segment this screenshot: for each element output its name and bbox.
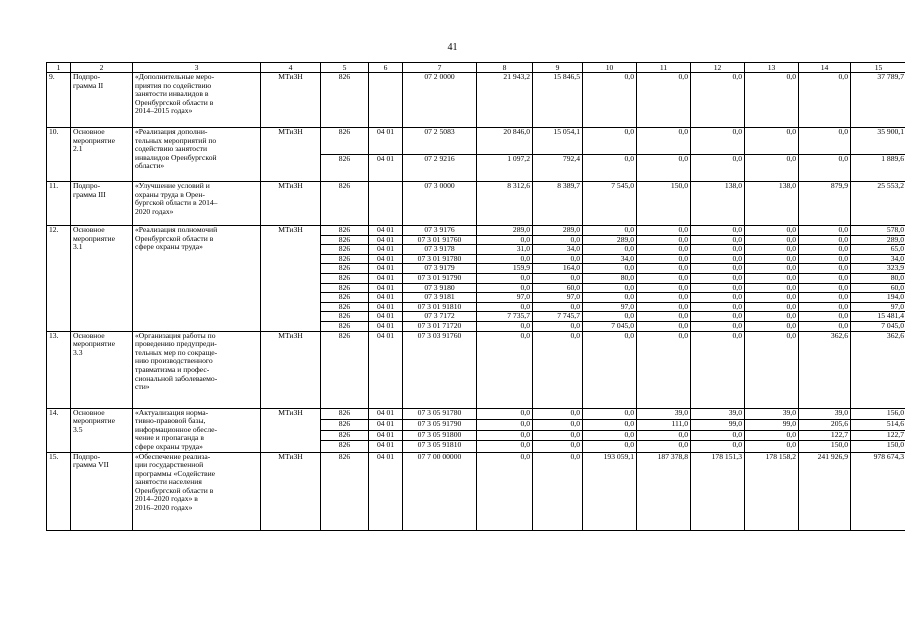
value-cell: 150,0 bbox=[851, 441, 905, 452]
value-cell: 0,0 bbox=[533, 441, 583, 452]
value-cell: 0,0 bbox=[583, 441, 637, 452]
value-cell: 0,0 bbox=[533, 235, 583, 245]
value-cell: 07 2 9216 bbox=[403, 155, 477, 182]
value-cell: 0,0 bbox=[691, 73, 745, 128]
value-cell: 0,0 bbox=[691, 331, 745, 408]
value-cell: 1 097,2 bbox=[477, 155, 533, 182]
value-cell: 07 3 9178 bbox=[403, 245, 477, 255]
table-row bbox=[47, 226, 905, 236]
value-cell: 1 889,6 bbox=[851, 155, 905, 182]
value-cell: 0,0 bbox=[637, 155, 691, 182]
value-cell: 0,0 bbox=[637, 302, 691, 312]
value-cell: 07 3 05 91790 bbox=[403, 419, 477, 430]
row-number: 13. bbox=[47, 331, 71, 408]
row-description: «Улучшение условий и охраны труда в Орен- бургской области в 2014– 2020 годах» bbox=[133, 182, 261, 226]
row-number: 15. bbox=[47, 452, 71, 530]
value-cell: 04 01 bbox=[369, 235, 403, 245]
header-cell: 10 bbox=[583, 63, 637, 73]
value-cell: 150,0 bbox=[637, 182, 691, 226]
value-cell: 0,0 bbox=[637, 128, 691, 155]
value-cell: 07 2 0000 bbox=[403, 73, 477, 128]
value-cell: 07 3 01 91790 bbox=[403, 273, 477, 283]
table-row bbox=[47, 73, 905, 128]
value-cell: 826 bbox=[321, 452, 369, 530]
value-cell: 04 01 bbox=[369, 155, 403, 182]
value-cell: 04 01 bbox=[369, 302, 403, 312]
header-cell: 9 bbox=[533, 63, 583, 73]
value-cell: 0,0 bbox=[533, 302, 583, 312]
value-cell: 826 bbox=[321, 273, 369, 283]
value-cell: 0,0 bbox=[745, 254, 799, 264]
row-executor: МТиЗН bbox=[261, 226, 321, 332]
value-cell: 178 151,3 bbox=[691, 452, 745, 530]
value-cell: 04 01 bbox=[369, 245, 403, 255]
value-cell: 0,0 bbox=[799, 312, 851, 322]
value-cell: 159,9 bbox=[477, 264, 533, 274]
value-cell: 138,0 bbox=[745, 182, 799, 226]
value-cell: 0,0 bbox=[691, 312, 745, 322]
value-cell: 0,0 bbox=[799, 264, 851, 274]
value-cell: 514,6 bbox=[851, 419, 905, 430]
value-cell: 323,9 bbox=[851, 264, 905, 274]
value-cell: 0,0 bbox=[799, 283, 851, 293]
value-cell: 0,0 bbox=[583, 226, 637, 236]
value-cell: 578,0 bbox=[851, 226, 905, 236]
value-cell: 37 789,7 bbox=[851, 73, 905, 128]
value-cell: 0,0 bbox=[533, 254, 583, 264]
value-cell: 0,0 bbox=[477, 302, 533, 312]
value-cell: 0,0 bbox=[583, 430, 637, 441]
header-cell: 3 bbox=[133, 63, 261, 73]
value-cell: 0,0 bbox=[637, 441, 691, 452]
value-cell: 0,0 bbox=[799, 128, 851, 155]
value-cell: 97,0 bbox=[583, 302, 637, 312]
value-cell: 0,0 bbox=[799, 245, 851, 255]
value-cell: 826 bbox=[321, 226, 369, 236]
value-cell: 34,0 bbox=[533, 245, 583, 255]
value-cell: 0,0 bbox=[583, 264, 637, 274]
value-cell: 0,0 bbox=[477, 273, 533, 283]
value-cell: 07 3 9181 bbox=[403, 293, 477, 303]
value-cell: 7 545,0 bbox=[583, 182, 637, 226]
table-row bbox=[47, 408, 905, 419]
header-cell: 5 bbox=[321, 63, 369, 73]
value-cell: 0,0 bbox=[745, 302, 799, 312]
value-cell: 7 745,7 bbox=[533, 312, 583, 322]
value-cell: 826 bbox=[321, 430, 369, 441]
value-cell: 04 01 bbox=[369, 408, 403, 419]
value-cell: 07 2 5083 bbox=[403, 128, 477, 155]
value-cell: 0,0 bbox=[533, 321, 583, 331]
value-cell: 04 01 bbox=[369, 312, 403, 322]
value-cell: 0,0 bbox=[637, 293, 691, 303]
value-cell: 0,0 bbox=[583, 419, 637, 430]
row-type: Основное мероприятие 2.1 bbox=[71, 128, 133, 182]
value-cell: 150,0 bbox=[799, 441, 851, 452]
value-cell: 07 3 0000 bbox=[403, 182, 477, 226]
value-cell: 80,0 bbox=[851, 273, 905, 283]
row-executor: МТиЗН bbox=[261, 331, 321, 408]
row-executor: МТиЗН bbox=[261, 452, 321, 530]
value-cell: 0,0 bbox=[799, 73, 851, 128]
header-cell: 11 bbox=[637, 63, 691, 73]
value-cell: 164,0 bbox=[533, 264, 583, 274]
value-cell: 0,0 bbox=[745, 312, 799, 322]
header-cell: 13 bbox=[745, 63, 799, 73]
value-cell: 0,0 bbox=[799, 226, 851, 236]
value-cell: 826 bbox=[321, 245, 369, 255]
value-cell: 0,0 bbox=[583, 312, 637, 322]
value-cell: 122,7 bbox=[851, 430, 905, 441]
value-cell: 111,0 bbox=[637, 419, 691, 430]
value-cell: 97,0 bbox=[477, 293, 533, 303]
value-cell: 0,0 bbox=[637, 321, 691, 331]
value-cell: 194,0 bbox=[851, 293, 905, 303]
value-cell: 0,0 bbox=[745, 155, 799, 182]
value-cell: 178 158,2 bbox=[745, 452, 799, 530]
value-cell: 0,0 bbox=[637, 254, 691, 264]
header-cell: 7 bbox=[403, 63, 477, 73]
value-cell: 07 3 01 91760 bbox=[403, 235, 477, 245]
header-cell: 8 bbox=[477, 63, 533, 73]
value-cell: 289,0 bbox=[477, 226, 533, 236]
row-number: 9. bbox=[47, 73, 71, 128]
value-cell: 0,0 bbox=[745, 430, 799, 441]
row-number: 10. bbox=[47, 128, 71, 182]
value-cell: 07 3 01 71720 bbox=[403, 321, 477, 331]
value-cell: 39,0 bbox=[745, 408, 799, 419]
value-cell: 826 bbox=[321, 441, 369, 452]
value-cell: 04 01 bbox=[369, 273, 403, 283]
value-cell: 0,0 bbox=[637, 430, 691, 441]
value-cell: 205,6 bbox=[799, 419, 851, 430]
value-cell: 0,0 bbox=[691, 235, 745, 245]
value-cell: 826 bbox=[321, 128, 369, 155]
value-cell: 99,0 bbox=[691, 419, 745, 430]
value-cell: 25 553,2 bbox=[851, 182, 905, 226]
row-type: Основное мероприятие 3.1 bbox=[71, 226, 133, 332]
value-cell: 0,0 bbox=[533, 430, 583, 441]
value-cell: 04 01 bbox=[369, 293, 403, 303]
value-cell: 0,0 bbox=[691, 441, 745, 452]
value-cell: 07 3 05 91810 bbox=[403, 441, 477, 452]
row-type: Подпро- грамма III bbox=[71, 182, 133, 226]
row-type: Основное мероприятие 3.5 bbox=[71, 408, 133, 452]
value-cell: 0,0 bbox=[691, 321, 745, 331]
value-cell: 0,0 bbox=[637, 283, 691, 293]
value-cell: 0,0 bbox=[477, 321, 533, 331]
value-cell: 07 3 7172 bbox=[403, 312, 477, 322]
row-type: Подпро- грамма VII bbox=[71, 452, 133, 530]
value-cell: 39,0 bbox=[691, 408, 745, 419]
value-cell: 7 045,0 bbox=[583, 321, 637, 331]
value-cell: 0,0 bbox=[745, 273, 799, 283]
value-cell: 289,0 bbox=[851, 235, 905, 245]
value-cell: 80,0 bbox=[583, 273, 637, 283]
header-cell: 4 bbox=[261, 63, 321, 73]
value-cell: 0,0 bbox=[745, 235, 799, 245]
value-cell: 826 bbox=[321, 155, 369, 182]
value-cell: 826 bbox=[321, 254, 369, 264]
value-cell: 39,0 bbox=[637, 408, 691, 419]
value-cell: 826 bbox=[321, 302, 369, 312]
value-cell: 60,0 bbox=[533, 283, 583, 293]
value-cell: 826 bbox=[321, 331, 369, 408]
value-cell: 0,0 bbox=[745, 73, 799, 128]
value-cell: 07 3 9179 bbox=[403, 264, 477, 274]
value-cell: 31,0 bbox=[477, 245, 533, 255]
value-cell: 879,9 bbox=[799, 182, 851, 226]
value-cell: 0,0 bbox=[745, 441, 799, 452]
value-cell: 0,0 bbox=[799, 235, 851, 245]
value-cell: 0,0 bbox=[745, 245, 799, 255]
value-cell: 07 3 01 91780 bbox=[403, 254, 477, 264]
value-cell: 0,0 bbox=[477, 331, 533, 408]
value-cell: 826 bbox=[321, 312, 369, 322]
value-cell: 34,0 bbox=[851, 254, 905, 264]
value-cell: 04 01 bbox=[369, 283, 403, 293]
value-cell: 0,0 bbox=[583, 245, 637, 255]
value-cell: 0,0 bbox=[691, 273, 745, 283]
value-cell: 826 bbox=[321, 264, 369, 274]
value-cell: 0,0 bbox=[583, 408, 637, 419]
value-cell: 21 943,2 bbox=[477, 73, 533, 128]
value-cell: 8 312,6 bbox=[477, 182, 533, 226]
value-cell: 156,0 bbox=[851, 408, 905, 419]
header-cell: 6 bbox=[369, 63, 403, 73]
row-description: «Обеспечение реализа- ции государственной программы «Содействие занятости населения Оренбургской области в 2014–2020 годах» в 2016–2020 годах» bbox=[133, 452, 261, 530]
value-cell: 04 01 bbox=[369, 419, 403, 430]
value-cell: 0,0 bbox=[799, 155, 851, 182]
value-cell: 0,0 bbox=[745, 264, 799, 274]
value-cell: 0,0 bbox=[477, 419, 533, 430]
table-row bbox=[47, 452, 905, 530]
value-cell: 04 01 bbox=[369, 441, 403, 452]
row-number: 11. bbox=[47, 182, 71, 226]
value-cell: 0,0 bbox=[583, 293, 637, 303]
value-cell: 07 3 03 91760 bbox=[403, 331, 477, 408]
value-cell: 0,0 bbox=[691, 293, 745, 303]
row-description: «Организация работы по проведению предупреди- тельных мер по сокраще- нию производственного травматизма и профес- сиональной заболеваемо- сти» bbox=[133, 331, 261, 408]
value-cell: 826 bbox=[321, 321, 369, 331]
header-row bbox=[47, 63, 905, 73]
value-cell: 0,0 bbox=[799, 273, 851, 283]
row-executor: МТиЗН bbox=[261, 73, 321, 128]
value-cell: 0,0 bbox=[637, 331, 691, 408]
value-cell: 0,0 bbox=[477, 452, 533, 530]
value-cell: 0,0 bbox=[477, 430, 533, 441]
value-cell: 0,0 bbox=[745, 321, 799, 331]
value-cell: 07 3 05 91780 bbox=[403, 408, 477, 419]
value-cell: 0,0 bbox=[637, 235, 691, 245]
value-cell: 0,0 bbox=[533, 331, 583, 408]
row-number: 12. bbox=[47, 226, 71, 332]
value-cell: 0,0 bbox=[583, 73, 637, 128]
value-cell: 07 3 9176 bbox=[403, 226, 477, 236]
value-cell: 0,0 bbox=[691, 302, 745, 312]
value-cell: 65,0 bbox=[851, 245, 905, 255]
value-cell: 0,0 bbox=[477, 235, 533, 245]
value-cell: 0,0 bbox=[745, 283, 799, 293]
value-cell: 0,0 bbox=[583, 128, 637, 155]
value-cell: 0,0 bbox=[745, 293, 799, 303]
value-cell: 826 bbox=[321, 283, 369, 293]
value-cell: 0,0 bbox=[583, 155, 637, 182]
value-cell: 34,0 bbox=[583, 254, 637, 264]
row-description: «Дополнительные меро- приятия по содействию занятости инвалидов в Оренбургской области в 2014–2015 годах» bbox=[133, 73, 261, 128]
value-cell: 07 7 00 00000 bbox=[403, 452, 477, 530]
value-cell: 97,0 bbox=[851, 302, 905, 312]
value-cell: 8 389,7 bbox=[533, 182, 583, 226]
value-cell: 0,0 bbox=[583, 283, 637, 293]
value-cell: 07 3 01 91810 bbox=[403, 302, 477, 312]
value-cell bbox=[369, 73, 403, 128]
value-cell: 39,0 bbox=[799, 408, 851, 419]
value-cell: 0,0 bbox=[799, 302, 851, 312]
value-cell: 0,0 bbox=[533, 273, 583, 283]
value-cell: 0,0 bbox=[799, 293, 851, 303]
value-cell: 187 378,8 bbox=[637, 452, 691, 530]
value-cell: 0,0 bbox=[691, 264, 745, 274]
value-cell: 7 735,7 bbox=[477, 312, 533, 322]
value-cell: 193 059,1 bbox=[583, 452, 637, 530]
value-cell: 0,0 bbox=[799, 321, 851, 331]
value-cell: 826 bbox=[321, 235, 369, 245]
value-cell: 60,0 bbox=[851, 283, 905, 293]
row-executor: МТиЗН bbox=[261, 408, 321, 452]
row-description: «Реализация полномочий Оренбургской области в сфере охраны труда» bbox=[133, 226, 261, 332]
value-cell: 0,0 bbox=[691, 155, 745, 182]
value-cell: 0,0 bbox=[533, 419, 583, 430]
value-cell: 04 01 bbox=[369, 452, 403, 530]
value-cell: 0,0 bbox=[477, 283, 533, 293]
row-executor: МТиЗН bbox=[261, 128, 321, 182]
value-cell: 826 bbox=[321, 293, 369, 303]
value-cell: 04 01 bbox=[369, 321, 403, 331]
value-cell: 04 01 bbox=[369, 254, 403, 264]
value-cell: 0,0 bbox=[637, 73, 691, 128]
value-cell: 0,0 bbox=[691, 283, 745, 293]
value-cell: 0,0 bbox=[637, 245, 691, 255]
value-cell: 7 045,0 bbox=[851, 321, 905, 331]
value-cell: 04 01 bbox=[369, 226, 403, 236]
budget-table bbox=[46, 62, 905, 531]
value-cell: 15 846,5 bbox=[533, 73, 583, 128]
value-cell: 0,0 bbox=[533, 452, 583, 530]
header-cell: 14 bbox=[799, 63, 851, 73]
value-cell: 826 bbox=[321, 73, 369, 128]
value-cell: 04 01 bbox=[369, 331, 403, 408]
value-cell: 0,0 bbox=[745, 331, 799, 408]
value-cell: 241 926,9 bbox=[799, 452, 851, 530]
header-cell: 12 bbox=[691, 63, 745, 73]
value-cell: 07 3 9180 bbox=[403, 283, 477, 293]
value-cell: 0,0 bbox=[637, 273, 691, 283]
value-cell: 826 bbox=[321, 419, 369, 430]
value-cell: 978 674,3 bbox=[851, 452, 905, 530]
value-cell: 04 01 bbox=[369, 430, 403, 441]
row-description: «Актуализация норма- тивно-правовой базы, информационное обесле- чение и пропаганда в сфере охраны труда» bbox=[133, 408, 261, 452]
table-row bbox=[47, 128, 905, 155]
row-number: 14. bbox=[47, 408, 71, 452]
value-cell: 0,0 bbox=[691, 245, 745, 255]
page-number: 41 bbox=[447, 42, 458, 53]
row-type: Основное мероприятие 3.3 bbox=[71, 331, 133, 408]
header-cell: 15 bbox=[851, 63, 905, 73]
value-cell: 0,0 bbox=[583, 331, 637, 408]
value-cell: 792,4 bbox=[533, 155, 583, 182]
header-cell: 2 bbox=[71, 63, 133, 73]
value-cell: 0,0 bbox=[745, 226, 799, 236]
header-cell: 1 bbox=[47, 63, 71, 73]
value-cell: 826 bbox=[321, 408, 369, 419]
value-cell: 0,0 bbox=[477, 254, 533, 264]
value-cell: 0,0 bbox=[533, 408, 583, 419]
value-cell: 0,0 bbox=[637, 264, 691, 274]
value-cell: 0,0 bbox=[477, 441, 533, 452]
value-cell: 04 01 bbox=[369, 264, 403, 274]
value-cell: 97,0 bbox=[533, 293, 583, 303]
value-cell: 0,0 bbox=[691, 128, 745, 155]
value-cell: 15 054,1 bbox=[533, 128, 583, 155]
value-cell: 0,0 bbox=[799, 254, 851, 264]
value-cell: 0,0 bbox=[745, 128, 799, 155]
value-cell: 289,0 bbox=[583, 235, 637, 245]
value-cell: 0,0 bbox=[691, 226, 745, 236]
value-cell: 20 846,0 bbox=[477, 128, 533, 155]
value-cell: 138,0 bbox=[691, 182, 745, 226]
value-cell: 0,0 bbox=[637, 312, 691, 322]
value-cell: 35 900,1 bbox=[851, 128, 905, 155]
value-cell: 289,0 bbox=[533, 226, 583, 236]
value-cell: 0,0 bbox=[477, 408, 533, 419]
value-cell: 0,0 bbox=[691, 430, 745, 441]
table-row bbox=[47, 331, 905, 408]
row-executor: МТиЗН bbox=[261, 182, 321, 226]
value-cell: 04 01 bbox=[369, 128, 403, 155]
value-cell: 826 bbox=[321, 182, 369, 226]
value-cell: 0,0 bbox=[637, 226, 691, 236]
value-cell bbox=[369, 182, 403, 226]
value-cell: 122,7 bbox=[799, 430, 851, 441]
value-cell: 15 481,4 bbox=[851, 312, 905, 322]
value-cell: 99,0 bbox=[745, 419, 799, 430]
table-row bbox=[47, 182, 905, 226]
value-cell: 07 3 05 91800 bbox=[403, 430, 477, 441]
row-type: Подпро- грамма II bbox=[71, 73, 133, 128]
value-cell: 0,0 bbox=[691, 254, 745, 264]
value-cell: 362,6 bbox=[851, 331, 905, 408]
row-description: «Реализация дополни- тельных мероприятий по содействию занятости инвалидов Оренбургской области» bbox=[133, 128, 261, 182]
value-cell: 362,6 bbox=[799, 331, 851, 408]
